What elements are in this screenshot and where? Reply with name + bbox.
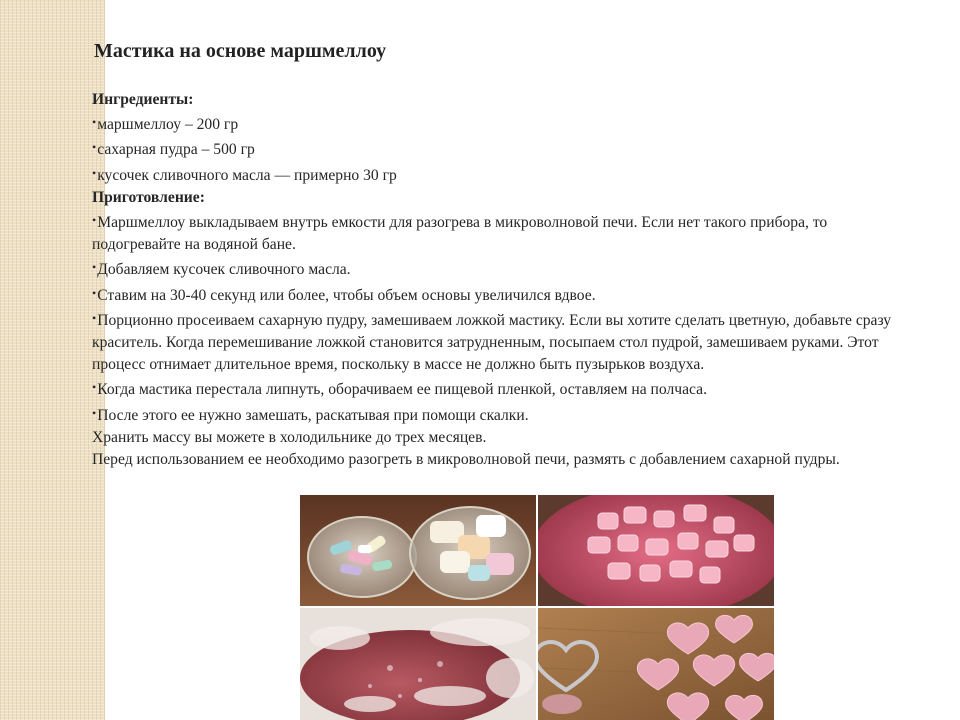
heart-cutouts-photo: [538, 608, 774, 720]
bullet-icon: •: [92, 213, 97, 228]
bullet-icon: •: [92, 405, 97, 420]
preparation-step: •Порционно просеиваем сахарную пудру, замешиваем ложкой мастику. Если вы хотите сделать цветную, добавьте сразу краситель. Когда перемешивание ложкой становится затрудненным, посыпаем стол пудрой, замешиваем руками. Этот процесс отнимает длительное время, поскольку в массе не должно быть пузырьков воздуха.: [92, 310, 892, 374]
preparation-heading: Приготовление:: [92, 188, 205, 206]
preparation-step: •Маршмеллоу выкладываем внутрь емкости для разогрева в микроволновой печи. Если нет такого прибора, то подогревайте на водяной бане.: [92, 213, 828, 254]
preparation-step: •Добавляем кусочек сливочного масла.: [92, 260, 351, 279]
preparation-step: •После этого ее нужно замешать, раскатывая при помощи скалки.: [92, 405, 529, 424]
page-title: Мастика на основе маршмеллоу: [94, 40, 387, 62]
bullet-icon: •: [92, 165, 97, 180]
recipe-body: [92, 89, 902, 471]
melted-pink-marshmallow-photo: [538, 495, 774, 606]
kneading-dough-photo: [300, 608, 536, 720]
ingredient-item: •кусочек сливочного масла — примерно 30 гр: [92, 165, 397, 184]
ingredients-heading: Ингредиенты:: [92, 91, 194, 108]
preparation-step: •Ставим на 30-40 секунд или более, чтобы объем основы увеличился вдвое.: [92, 285, 596, 304]
bullet-icon: •: [92, 140, 97, 155]
bullet-icon: •: [92, 285, 97, 300]
usage-note: Перед использованием ее необходимо разогреть в микроволновой печи, размять с добавлением сахарной пудры.: [92, 451, 840, 469]
ingredient-item: •сахарная пудра – 500 гр: [92, 140, 255, 159]
bullet-icon: •: [92, 310, 97, 325]
slide-content: [92, 40, 902, 471]
storage-note: Хранить массу вы можете в холодильнике до трех месяцев.: [92, 428, 487, 446]
marshmallow-bowls-photo: [300, 495, 536, 606]
photo-collage: [300, 495, 774, 720]
bullet-icon: •: [92, 380, 97, 395]
decorative-side-strip: [0, 0, 105, 720]
bullet-icon: •: [92, 115, 97, 130]
ingredient-item: •маршмеллоу – 200 гр: [92, 115, 239, 134]
preparation-step: •Когда мастика перестала липнуть, оборачиваем ее пищевой пленкой, оставляем на полчаса.: [92, 380, 707, 399]
bullet-icon: •: [92, 260, 97, 275]
